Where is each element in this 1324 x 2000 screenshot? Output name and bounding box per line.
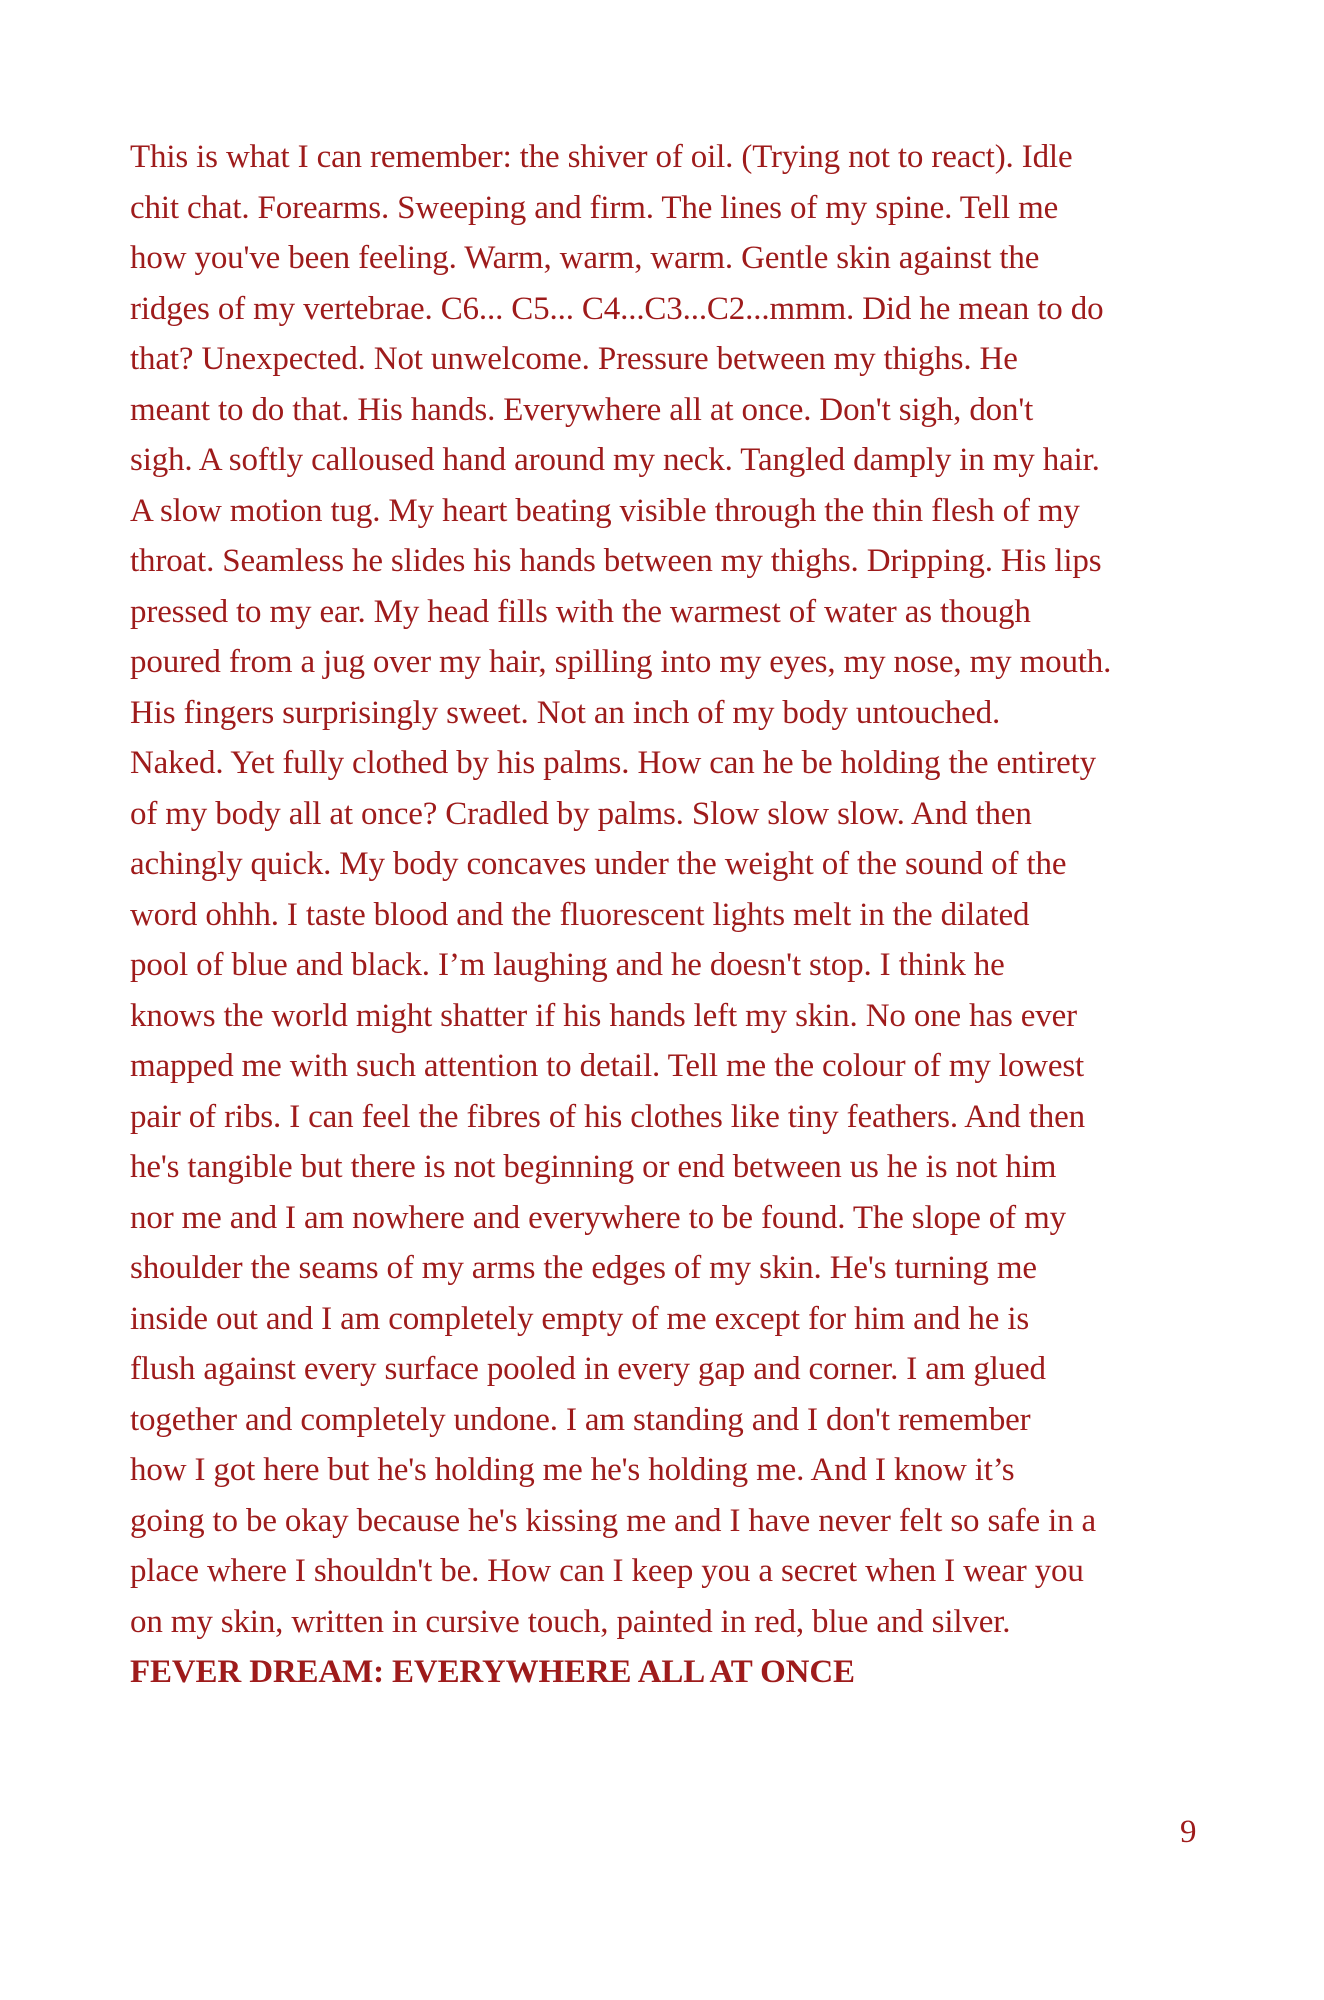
- poem-line: of my body all at once? Cradled by palms. Slow slow slow. And then: [130, 795, 1032, 832]
- poem-line: ridges of my vertebrae. C6... C5... C4...C3...C2...mmm. Did he mean to do: [130, 290, 1104, 327]
- poem-line: achingly quick. My body concaves under the weight of the sound of the: [130, 846, 1067, 882]
- poem-line: pool of blue and black. I’m laughing and he doesn't stop. I think he: [130, 947, 1005, 983]
- poem-line: A slow motion tug. My heart beating visible through the thin flesh of my: [130, 492, 1080, 529]
- poem-line: sigh. A softly calloused hand around my neck. Tangled damply in my hair.: [130, 442, 1100, 478]
- page-number: 9: [1180, 1814, 1197, 1850]
- poem-line: he's tangible but there is not beginning or end between us he is not him: [130, 1149, 1057, 1185]
- poem-line: mapped me with such attention to detail. Tell me the colour of my lowest: [130, 1048, 1085, 1084]
- poem-line: how you've been feeling. Warm, warm, warm. Gentle skin against the: [130, 240, 1040, 276]
- poem-line: place where I shouldn't be. How can I keep you a secret when I wear you: [130, 1553, 1084, 1589]
- poem-line: inside out and I am completely empty of me except for him and he is: [130, 1300, 1030, 1337]
- poem-line: flush against every surface pooled in every gap and corner. I am glued: [130, 1351, 1046, 1387]
- poem-line: that? Unexpected. Not unwelcome. Pressure between my thighs. He: [130, 341, 1018, 377]
- poem-line: together and completely undone. I am standing and I don't remember: [130, 1401, 1031, 1438]
- poem-line: Naked. Yet fully clothed by his palms. How can he be holding the entirety: [130, 745, 1097, 781]
- poem-text-block: [130, 132, 1210, 1698]
- poem-line: This is what I can remember: the shiver of oil. (Trying not to react). Idle: [130, 139, 1073, 175]
- poem-line: on my skin, written in cursive touch, painted in red, blue and silver.: [130, 1603, 1011, 1640]
- poem-line: shoulder the seams of my arms the edges of my skin. He's turning me: [130, 1250, 1037, 1286]
- poem-line: pair of ribs. I can feel the fibres of his clothes like tiny feathers. And then: [130, 1098, 1085, 1135]
- poem-line: nor me and I am nowhere and everywhere to be found. The slope of my: [130, 1199, 1066, 1236]
- poem-line: how I got here but he's holding me he's holding me. And I know it’s: [130, 1452, 1015, 1488]
- poem-line: meant to do that. His hands. Everywhere all at once. Don't sigh, don't: [130, 391, 1034, 428]
- poem-line: poured from a jug over my hair, spilling into my eyes, my nose, my mouth.: [130, 644, 1112, 680]
- poem-line: knows the world might shatter if his hands left my skin. No one has ever: [130, 997, 1077, 1034]
- poem-line: His fingers surprisingly sweet. Not an inch of my body untouched.: [130, 694, 1001, 731]
- poem-line: going to be okay because he's kissing me and I have never felt so safe in a: [130, 1502, 1097, 1539]
- poem-line: chit chat. Forearms. Sweeping and firm. The lines of my spine. Tell me: [130, 189, 1059, 226]
- poem-line: pressed to my ear. My head fills with the warmest of water as though: [130, 593, 1031, 630]
- poem-line: word ohhh. I taste blood and the fluorescent lights melt in the dilated: [130, 896, 1030, 933]
- poem-line: throat. Seamless he slides his hands between my thighs. Dripping. His lips: [130, 543, 1102, 579]
- poem-title: FEVER DREAM: EVERYWHERE ALL AT ONCE: [130, 1654, 855, 1690]
